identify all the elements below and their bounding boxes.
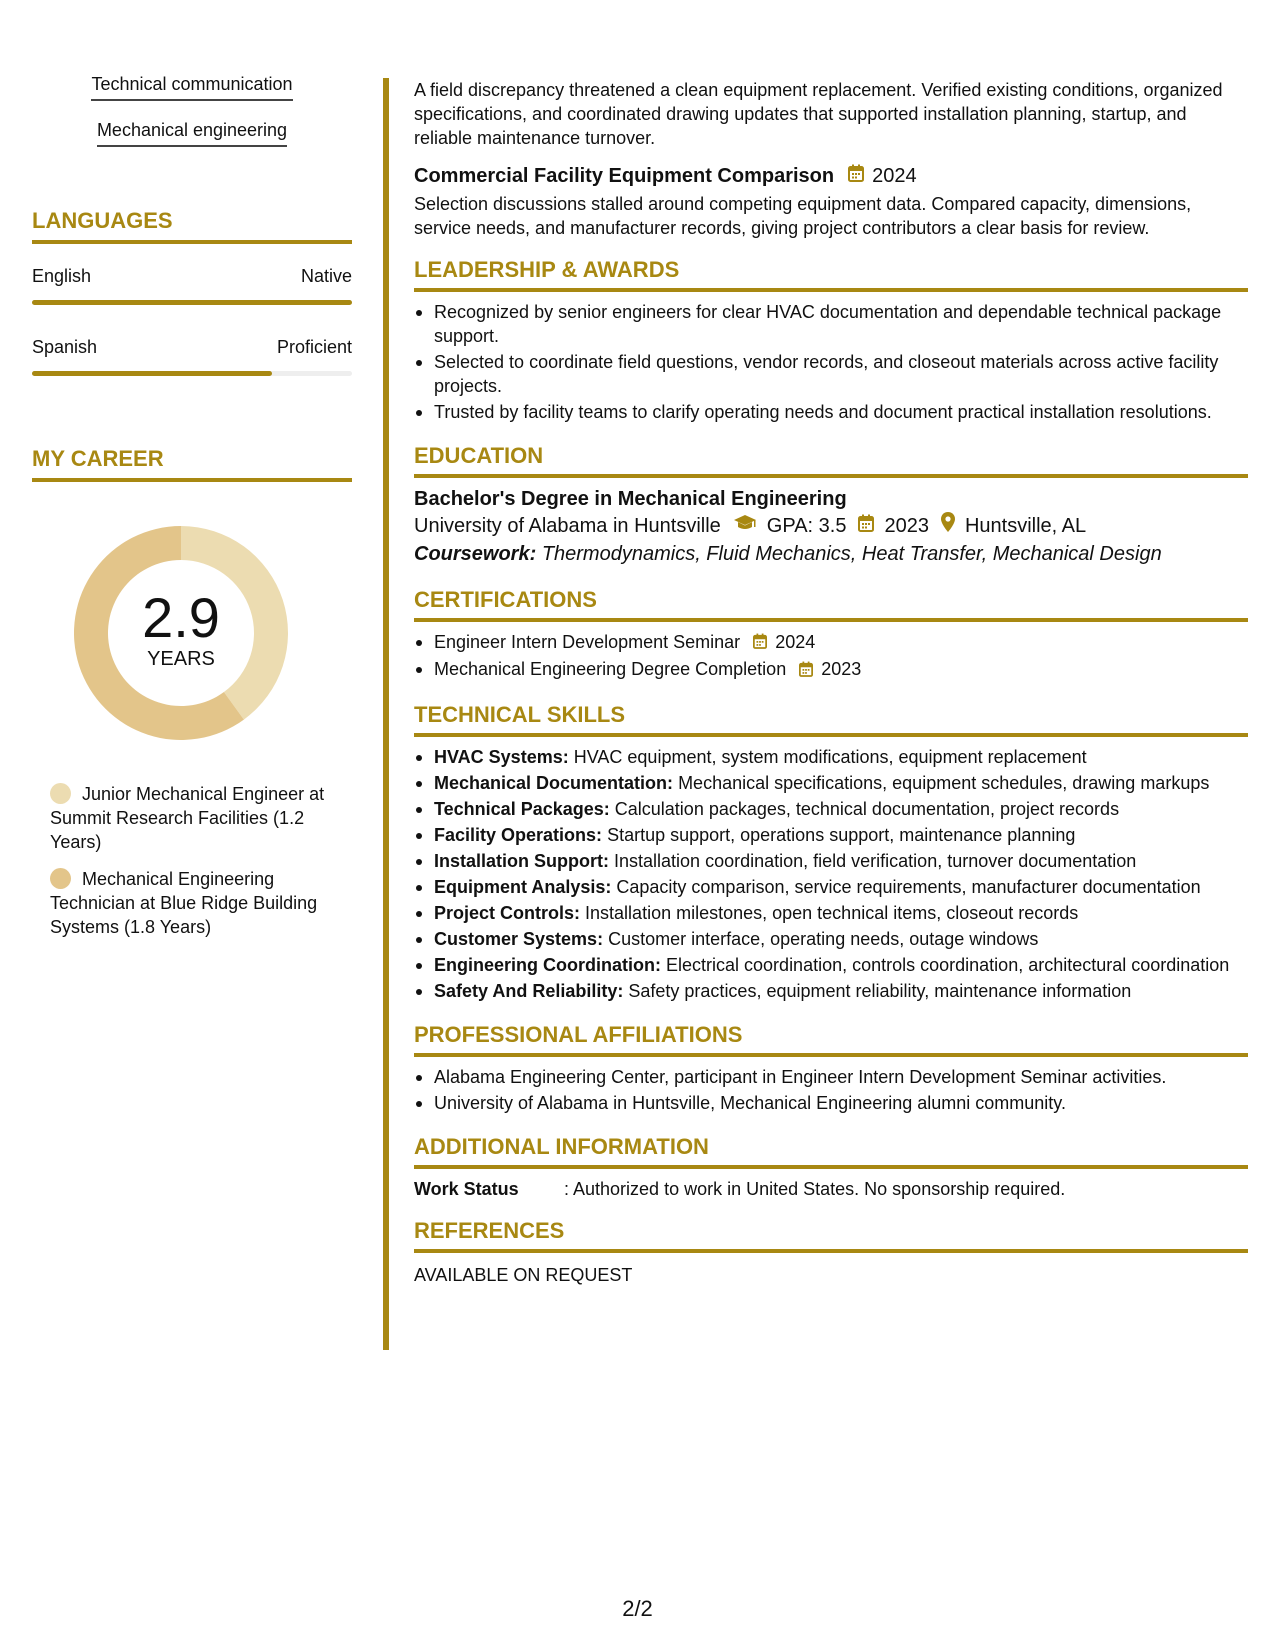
- project-title: Commercial Facility Equipment Comparison: [414, 165, 835, 187]
- skill-label: Customer Systems:: [434, 928, 604, 949]
- work-status-label: Work Status: [414, 1178, 519, 1199]
- certification-item: [414, 630, 1248, 655]
- skill-item: [414, 901, 1248, 925]
- school-name: University of Alabama in Huntsville: [414, 515, 721, 537]
- skill-text: Startup support, operations support, maintenance planning: [607, 824, 1076, 845]
- language-bar-fill: [32, 300, 352, 305]
- certification-item: [414, 657, 1248, 682]
- language-bar: [32, 300, 352, 305]
- language-item: [32, 264, 352, 305]
- career-item: [50, 782, 340, 854]
- skill-item: [414, 875, 1248, 899]
- skill-tag-row: [32, 72, 352, 118]
- references-heading: REFERENCES: [414, 1217, 1248, 1253]
- education-heading: EDUCATION: [414, 442, 1248, 478]
- leadership-heading: LEADERSHIP & AWARDS: [414, 256, 1248, 292]
- skill-label: Project Controls:: [434, 902, 581, 923]
- affiliations-list: [414, 1065, 1248, 1115]
- certifications-heading: CERTIFICATIONS: [414, 586, 1248, 622]
- skill-item: [414, 979, 1248, 1003]
- skill-item: [414, 745, 1248, 769]
- list-item: Recognized by senior engineers for clear HVAC documentation and dependable technical package support.: [414, 300, 1248, 348]
- calendar-icon: [753, 631, 767, 655]
- career-item: [50, 867, 340, 939]
- language-item: [32, 335, 352, 376]
- technical-skills-heading: TECHNICAL SKILLS: [414, 701, 1248, 737]
- skill-text: HVAC equipment, system modifications, equipment replacement: [573, 746, 1087, 767]
- graduation-year: 2023: [884, 515, 929, 537]
- language-name: Spanish: [32, 337, 98, 357]
- certification-year: 2023: [821, 659, 862, 680]
- list-item: Alabama Engineering Center, participant in Engineer Intern Development Seminar activities.: [414, 1065, 1248, 1089]
- certifications-list: [414, 630, 1248, 683]
- skill-text: Installation coordination, field verification, turnover documentation: [614, 850, 1137, 871]
- education-details: [414, 512, 1248, 540]
- career-item-text: Mechanical Engineering Technician at Blue Ridge Building Systems (1.8 Years): [50, 869, 318, 937]
- certification-name: Engineer Intern Development Seminar: [434, 632, 741, 652]
- skill-label: Installation Support:: [434, 850, 609, 871]
- project-title-row: [414, 163, 1248, 189]
- skill-tag: Technical communication: [91, 72, 292, 101]
- additional-info-heading: ADDITIONAL INFORMATION: [414, 1133, 1248, 1169]
- skill-item: [414, 771, 1248, 795]
- affiliations-heading: PROFESSIONAL AFFILIATIONS: [414, 1021, 1248, 1057]
- list-item: University of Alabama in Huntsville, Mechanical Engineering alumni community.: [414, 1091, 1248, 1115]
- skill-tag: Mechanical engineering: [97, 118, 287, 147]
- school-location: Huntsville, AL: [964, 515, 1087, 537]
- calendar-icon: [858, 512, 874, 540]
- career-legend-dot: [50, 783, 71, 804]
- language-level: Proficient: [276, 337, 352, 357]
- list-item: Selected to coordinate field questions, vendor records, and closeout materials across active facility projects.: [414, 350, 1248, 398]
- coursework: [414, 540, 1248, 568]
- language-bar-fill: [32, 371, 272, 376]
- career-donut-chart: [66, 518, 296, 748]
- skill-label: Equipment Analysis:: [434, 876, 612, 897]
- gpa: GPA: 3.5: [766, 515, 847, 537]
- languages-heading: LANGUAGES: [32, 208, 352, 244]
- skill-item: [414, 849, 1248, 873]
- skill-item: [414, 823, 1248, 847]
- project-description: Selection discussions stalled around competing equipment data. Compared capacity, dimensions, service needs, and manufacturer records, giving project contributors a clear basis for review.: [414, 194, 1192, 238]
- certification-name: Mechanical Engineering Degree Completion: [434, 659, 787, 680]
- graduation-cap-icon: [733, 512, 757, 540]
- list-item: Trusted by facility teams to clarify operating needs and document practical installation resolutions.: [414, 400, 1248, 424]
- leadership-list: [414, 300, 1248, 424]
- skill-item: [414, 797, 1248, 821]
- skill-label: Facility Operations:: [434, 824, 603, 845]
- coursework-list: Thermodynamics, Fluid Mechanics, Heat Transfer, Mechanical Design: [541, 543, 1162, 565]
- language-bar: [32, 371, 352, 376]
- skill-text: Mechanical specifications, equipment schedules, drawing markups: [678, 772, 1210, 793]
- career-item-text: Junior Mechanical Engineer at Summit Research Facilities (1.2 Years): [50, 784, 325, 852]
- skill-label: Mechanical Documentation:: [434, 772, 674, 793]
- skill-label: Technical Packages:: [434, 798, 610, 819]
- skill-label: Engineering Coordination:: [434, 954, 661, 975]
- calendar-icon: [799, 659, 813, 683]
- skill-text: Customer interface, operating needs, outage windows: [608, 928, 1039, 949]
- career-legend-dot: [50, 868, 71, 889]
- career-total-years: 2.9: [142, 586, 220, 649]
- language-name: English: [32, 266, 92, 286]
- skill-text: Capacity comparison, service requirements, manufacturer documentation: [616, 876, 1201, 897]
- skill-text: Electrical coordination, controls coordination, architectural coordination: [666, 954, 1230, 975]
- skill-tag-row: [32, 118, 352, 164]
- work-status-value: : Authorized to work in United States. No sponsorship required.: [564, 1178, 1066, 1199]
- certification-year: 2024: [775, 632, 816, 652]
- map-pin-icon: [941, 512, 955, 540]
- skill-text: Calculation packages, technical documentation, project records: [614, 798, 1120, 819]
- coursework-label: Coursework:: [414, 543, 537, 565]
- references-text: AVAILABLE ON REQUEST: [414, 1264, 633, 1285]
- donut-center: [66, 588, 296, 670]
- work-status-row: [414, 1177, 1248, 1201]
- project-year: 2024: [872, 165, 917, 187]
- skill-label: Safety And Reliability:: [434, 980, 624, 1001]
- skill-text: Safety practices, equipment reliability, maintenance information: [628, 980, 1132, 1001]
- skill-text: Installation milestones, open technical items, closeout records: [585, 902, 1079, 923]
- main-column: [414, 78, 1248, 1287]
- skill-label: HVAC Systems:: [434, 746, 569, 767]
- career-heading: MY CAREER: [32, 446, 352, 482]
- column-divider: [383, 78, 389, 1350]
- degree-title: Bachelor's Degree in Mechanical Engineering: [414, 488, 847, 510]
- career-total-unit: YEARS: [147, 648, 215, 670]
- technical-skills-list: [414, 745, 1248, 1003]
- intro-paragraph: A field discrepancy threatened a clean equipment replacement. Verified existing conditions, organized specifications, and coordinated drawing updates that supported installation planning, startup, and reliable maintenance turnover.: [414, 80, 1223, 148]
- calendar-icon: [848, 163, 864, 189]
- language-level: Native: [300, 266, 352, 286]
- skill-item: [414, 927, 1248, 951]
- sidebar: [32, 72, 352, 952]
- skill-item: [414, 953, 1248, 977]
- page-number: 2/2: [622, 1596, 653, 1621]
